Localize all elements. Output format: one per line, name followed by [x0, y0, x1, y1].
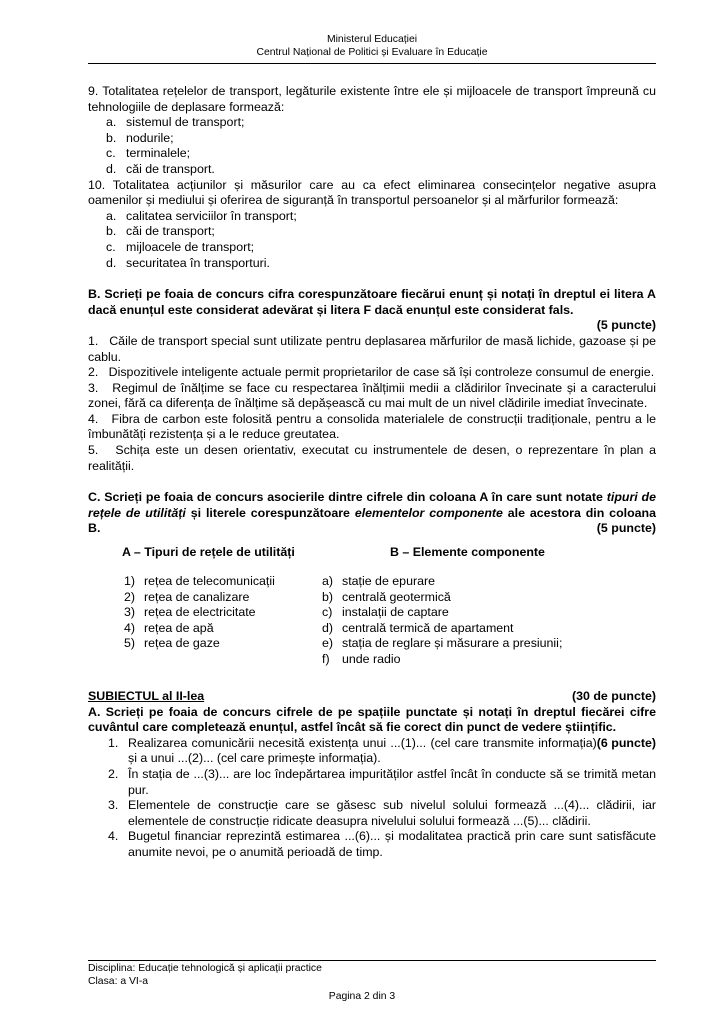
section-b-item: 5. Schița este un desen orientativ, executat cu instrumentele de desen, o reprezentare în plan a realității. — [88, 443, 656, 473]
column-b-item: b) centrală geotermică — [322, 589, 451, 604]
section-b-points: (5 puncte) — [596, 318, 656, 333]
ministry-name: Ministerul Educației — [326, 34, 418, 45]
section-c-points: (5 puncte) — [596, 521, 656, 536]
column-a-item: 1) rețea de telecomunicații — [124, 574, 275, 589]
page-header — [88, 33, 656, 59]
section-b-instruction: B. Scrieți pe foaia de concurs cifra corespunzătoare fiecărui enunț și notați în dreptul ei litera A dacă enunțul este considerat adevărat și litera F dacă enunțul este considerat fals. — [88, 287, 656, 317]
subject-2-instruction-points: (6 puncte) — [596, 735, 656, 750]
subject-2-instruction: A. Scrieți pe foaia de concurs cifrele de pe spațiile punctate și notați în dreptul fiecărei cifre cuvântul care completează enunțul, astfel încât să fie corect din punct de vedere științific. (6 puncte) — [88, 704, 656, 750]
column-b-list — [322, 574, 562, 668]
column-a-list — [124, 574, 275, 652]
column-a-item: 4) rețea de apă — [124, 620, 214, 635]
column-a-item: 2) rețea de canalizare — [124, 589, 250, 604]
subject-2-points: (30 de puncte) — [572, 689, 656, 704]
option-item: a. sistemul de transport; — [106, 115, 245, 130]
option-item: d. securitatea în transporturi. — [106, 255, 270, 270]
discipline-label: Disciplina: Educație tehnologică și aplicații practice — [88, 963, 322, 974]
option-item: a. calitatea serviciilor în transport; — [106, 208, 297, 223]
section-b-item: 3. Regimul de înălțime se face cu respectarea înălțimii medii a clădirilor învecinate și a caracterului zonei, fără ca diferența de înălțime să depășească cu mai mult de un nivel clădirile imediat învecinate. — [88, 380, 656, 411]
center-name: Centrul Național de Politici și Evaluare în Educație — [256, 47, 488, 58]
question-9-text: 9. Totalitatea rețelelor de transport, legăturile existente între ele și mijloacele de transport împreună cu tehnologiile de deplasare formează: — [88, 84, 656, 114]
section-b-item: 1. Căile de transport special sunt utilizate pentru deplasarea mărfurilor de masă lichide, gazoase și pe cablu. — [88, 333, 656, 364]
question-9-options — [88, 115, 656, 177]
column-b-item: a) stație de epurare — [322, 574, 435, 589]
page-content — [88, 84, 656, 861]
question-10-options — [88, 209, 656, 271]
column-a-item: 5) rețea de gaze — [124, 636, 220, 651]
section-b-item: 4. Fibra de carbon este folosită pentru a consolida materialele de construcții tradiționale, pentru a le îmbunătăți rezistența și a le reduce greutatea. — [88, 411, 656, 442]
column-b-item: c) instalații de captare — [322, 605, 449, 620]
header-divider — [88, 63, 656, 64]
section-c-instruction: C. Scrieți pe foaia de concurs asocierile dintre cifrele din coloana A în care sunt notate tipuri de rețele de utilități și literele corespunzătoare elementelor componente ale acestora din coloana B. (5 puncte) — [88, 490, 657, 536]
column-a-item: 3) rețea de electricitate — [124, 605, 256, 620]
fill-in-item: 3. Elementele de construcție care se găsesc sub nivelul solului formează ...(4)... clădirii, iar elementele de construcție ridicate deasupra nivelului solului formează ...(5)... clădirii. — [108, 798, 656, 828]
subject-2-heading — [88, 689, 656, 705]
option-item: b. nodurile; — [106, 130, 174, 145]
option-item: b. căi de transport; — [106, 224, 215, 239]
matching-table — [88, 545, 656, 675]
page-footer — [88, 963, 322, 988]
class-label: Clasa: a VI-a — [88, 975, 149, 987]
column-b-item: f) unde radio — [322, 652, 401, 666]
fill-in-item: 4. Bugetul financiar reprezintă estimarea ...(6)... și modalitatea practică prin care sunt satisfăcute anumite nevoi, pe o anumită perioadă de timp. — [108, 829, 656, 859]
fill-in-item: 1. Realizarea comunicării necesită existența unui ...(1)... (cel care transmite informația) și a unui ...(2)... (cel care primește informația). — [108, 735, 597, 766]
fill-in-items — [88, 736, 656, 861]
footer-divider — [88, 960, 656, 961]
page-number: Pagina 2 din 3 — [328, 991, 396, 1002]
option-item: d. căi de transport. — [106, 161, 215, 176]
section-b-item: 2. Dispozitivele inteligente actuale permit proprietarilor de case să își controleze consumul de energie. — [88, 365, 655, 380]
option-item: c. terminalele; — [106, 146, 191, 161]
column-b-item: e) stația de reglare și măsurare a presiunii; — [322, 636, 563, 651]
question-10-text: 10. Totalitatea acțiunilor și măsurilor care au ca efect eliminarea consecințelor negative asupra oamenilor și mediului și oferirea de siguranță în transportul persoanelor și al mărfurilor formează: — [88, 177, 656, 208]
column-b-title: B – Elemente componente — [390, 545, 545, 560]
column-b-item: d) centrală termică de apartament — [322, 620, 514, 635]
option-item: c. mijloacele de transport; — [106, 239, 255, 254]
column-a-title: A – Tipuri de rețele de utilități — [122, 545, 295, 560]
subject-2-title: SUBIECTUL al II-lea — [88, 689, 205, 704]
fill-in-item: 2. În stația de ...(3)... are loc îndepărtarea impurităților astfel încât în conducte să se trimită metan pur. — [108, 767, 656, 797]
